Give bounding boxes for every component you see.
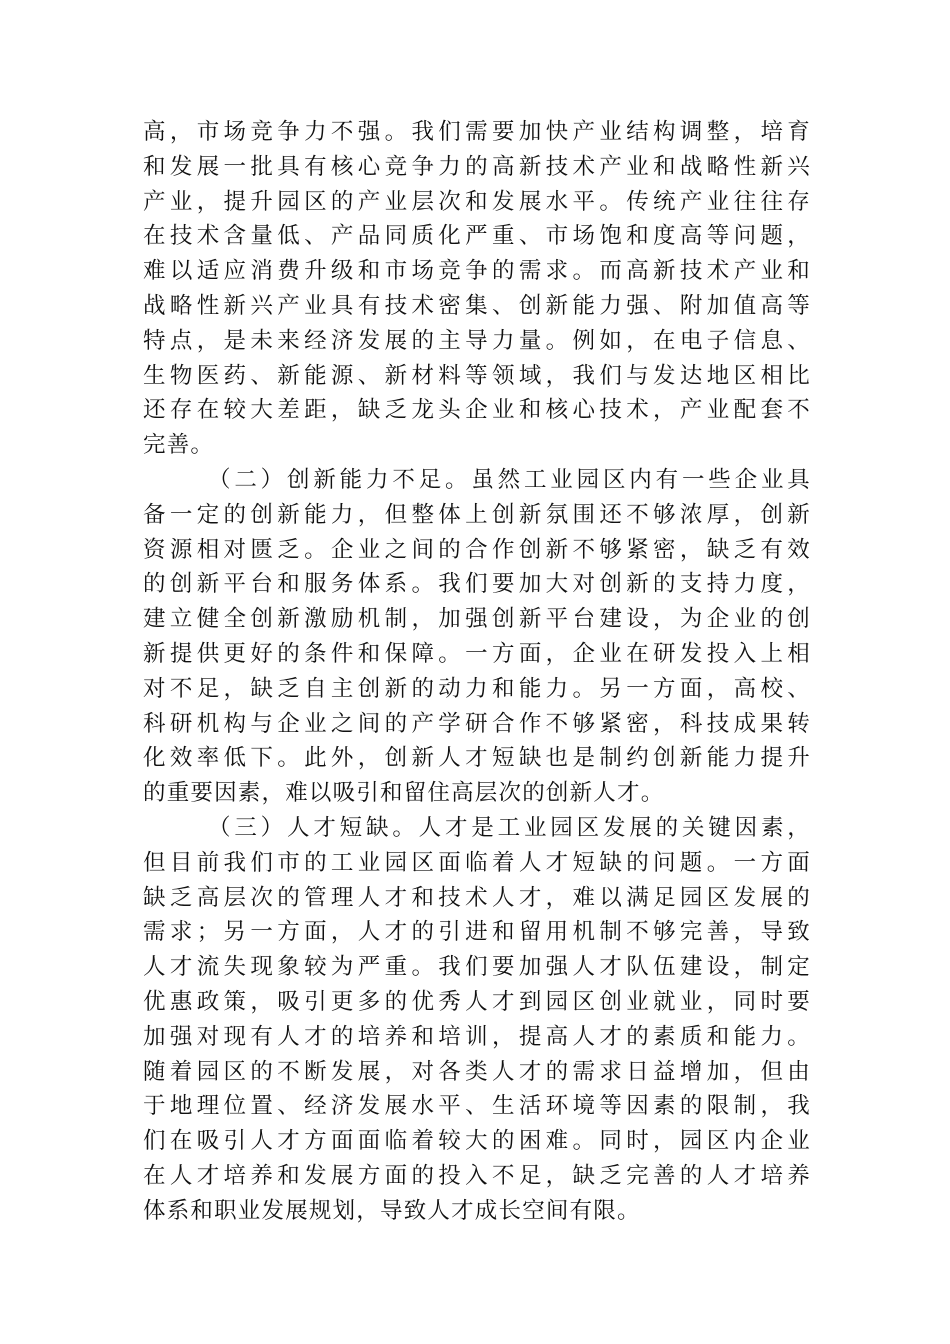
text-line: 于地理位置、经济发展水平、生活环境等因素的限制，我: [143, 1093, 811, 1120]
paragraph-innovation-capacity: [143, 463, 811, 811]
text-line: 完善。: [143, 432, 215, 459]
text-line: 缺乏高层次的管理人才和技术人才，难以满足园区发展的: [143, 884, 811, 911]
text-line: 人才流失现象较为严重。我们要加强人才队伍建设，制定: [143, 954, 811, 981]
text-line: 生物医药、新能源、新材料等领域，我们与发达地区相比: [143, 362, 811, 389]
text-line: 和发展一批具有核心竞争力的高新技术产业和战略性新兴: [143, 153, 811, 180]
text-line: 备一定的创新能力，但整体上创新氛围还不够浓厚，创新: [143, 501, 811, 528]
section-heading-line: （三）人才短缺。人才是工业园区发展的关键因素，: [208, 814, 811, 841]
text-line: 需求；另一方面，人才的引进和留用机制不够完善，导致: [143, 919, 811, 946]
text-line: 还存在较大差距，缺乏龙头企业和核心技术，产业配套不: [143, 397, 811, 424]
text-line: 体系和职业发展规划，导致人才成长空间有限。: [143, 1197, 641, 1224]
paragraph-talent-shortage: [143, 811, 811, 1229]
text-line: 资源相对匮乏。企业之间的合作创新不够紧密，缺乏有效: [143, 536, 811, 563]
text-line: 们在吸引人才方面面临着较大的困难。同时，园区内企业: [143, 1128, 811, 1155]
text-line: 特点，是未来经济发展的主导力量。例如，在电子信息、: [143, 327, 811, 354]
text-line: 难以适应消费升级和市场竞争的需求。而高新技术产业和: [143, 258, 811, 285]
text-line: 的重要因素，难以吸引和留住高层次的创新人才。: [143, 780, 665, 807]
text-line: 建立健全创新激励机制，加强创新平台建设，为企业的创: [143, 606, 811, 633]
text-line: 优惠政策，吸引更多的优秀人才到园区创业就业，同时要: [143, 988, 811, 1015]
text-line: 在技术含量低、产品同质化严重、市场饱和度高等问题，: [143, 223, 811, 250]
text-line: 随着园区的不断发展，对各类人才的需求日益增加，但由: [143, 1058, 811, 1085]
text-line: 产业，提升园区的产业层次和发展水平。传统产业往往存: [143, 188, 811, 215]
text-line: 化效率低下。此外，创新人才短缺也是制约创新能力提升: [143, 745, 811, 772]
text-line: 的创新平台和服务体系。我们要加大对创新的支持力度，: [143, 571, 811, 598]
text-line: 高，市场竞争力不强。我们需要加快产业结构调整，培育: [143, 119, 811, 145]
paragraph-industry-structure: [143, 115, 811, 463]
text-line: 在人才培养和发展方面的投入不足，缺乏完善的人才培养: [143, 1162, 811, 1189]
text-line: 新提供更好的条件和保障。一方面，企业在研发投入上相: [143, 640, 811, 667]
text-line: 科研机构与企业之间的产学研合作不够紧密，科技成果转: [143, 710, 811, 737]
text-line: 加强对现有人才的培养和培训，提高人才的素质和能力。: [143, 1023, 811, 1050]
text-line: 对不足，缺乏自主创新的动力和能力。另一方面，高校、: [143, 675, 811, 702]
document-page: [143, 115, 811, 1229]
text-line: 战略性新兴产业具有技术密集、创新能力强、附加值高等: [143, 292, 811, 319]
section-heading-line: （二）创新能力不足。虽然工业园区内有一些企业具: [208, 466, 811, 493]
text-line: 但目前我们市的工业园区面临着人才短缺的问题。一方面: [143, 849, 811, 876]
